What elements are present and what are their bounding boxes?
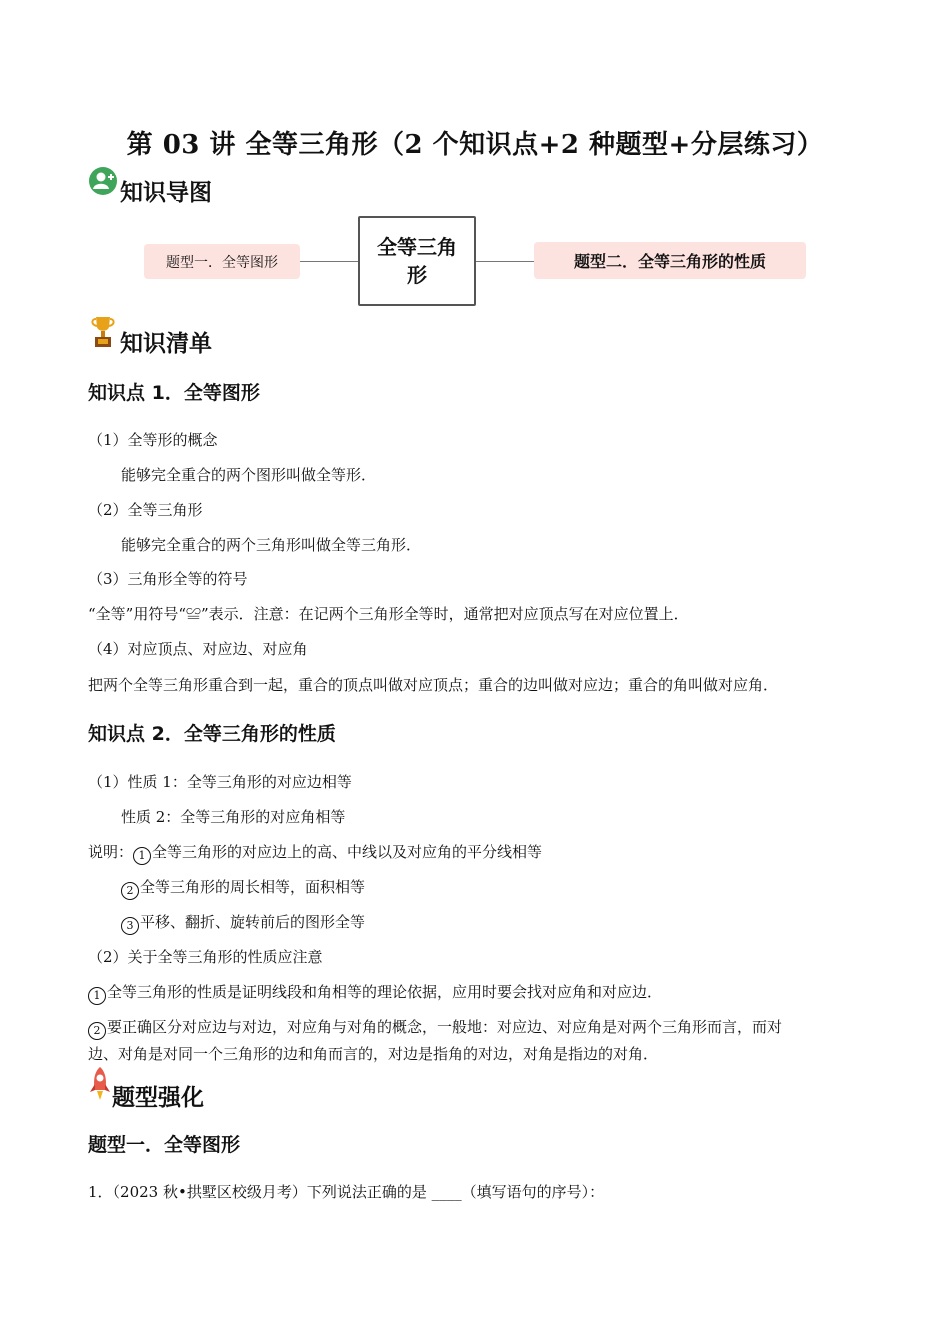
mindmap-connector-right	[476, 261, 534, 262]
kp1-line-4: 能够完全重合的两个三角形叫做全等三角形．	[121, 536, 422, 554]
kp2-line-1: （1）性质 1：全等三角形的对应边相等	[88, 773, 352, 791]
circle-number-1: 1	[133, 847, 151, 865]
mindmap-connector-left	[300, 261, 358, 262]
section-heading-practice: 题型强化	[112, 1085, 204, 1111]
circle-number-1b: 1	[88, 987, 106, 1005]
question-1-number: 1．	[88, 1183, 113, 1201]
kp1-line-2: 能够完全重合的两个图形叫做全等形．	[121, 466, 377, 484]
kp2-note-1: 全等三角形的对应边上的高、中线以及对应角的平分线相等	[152, 843, 543, 861]
mindmap-center-node	[358, 216, 476, 306]
section-heading-mindmap: 知识导图	[120, 180, 212, 206]
question-1	[88, 1182, 604, 1202]
rocket-icon	[88, 1066, 112, 1106]
kp2-line-9: 边、对角是对同一个三角形的边和角而言的，对边是指角的对边，对角是指边的对角．	[88, 1045, 659, 1063]
kp2-note-prefix: 说明：	[88, 843, 134, 861]
mindmap	[140, 214, 810, 310]
circle-number-2b: 2	[88, 1022, 106, 1040]
kp2-attention-2a: 要正确区分对应边与对边，对应角与对角的概念，一般地：对应边、对应角是对两个三角形而言，而对	[107, 1018, 783, 1036]
circle-number-2: 2	[121, 882, 139, 900]
kp2-line-6: （2）关于全等三角形的性质应注意	[88, 948, 323, 966]
mindmap-center-label: 全等三角形	[377, 235, 457, 287]
mindmap-section-icon	[88, 166, 118, 200]
kp1-heading: 知识点 1．全等图形	[88, 382, 260, 404]
kp2-line-7	[88, 982, 662, 1005]
kp1-line-8: 把两个全等三角形重合到一起，重合的顶点叫做对应顶点；重合的边叫做对应边；重合的角叫做对应角．	[88, 676, 779, 694]
kp1-line-1: （1）全等形的概念	[88, 431, 218, 449]
kp1-line-3: （2）全等三角形	[88, 501, 203, 519]
kp1-line-5: （3）三角形全等的符号	[88, 570, 248, 588]
kp2-attention-1: 全等三角形的性质是证明线段和角相等的理论依据，应用时要会找对应角和对应边．	[107, 983, 663, 1001]
type1-heading: 题型一．全等图形	[88, 1134, 241, 1156]
page-title: 第 03 讲 全等三角形（2 个知识点+2 种题型+分层练习）	[126, 130, 824, 160]
question-1-text: （2023 秋•拱墅区校级月考）下列说法正确的是 ____（填写语句的序号）：	[112, 1183, 605, 1201]
trophy-icon	[90, 315, 116, 353]
mindmap-node-left-label: 题型一．全等图形	[166, 254, 278, 271]
kp1-line-7: （4）对应顶点、对应边、对应角	[88, 640, 308, 658]
circle-number-3: 3	[121, 917, 139, 935]
mindmap-node-left	[144, 244, 300, 279]
kp2-line-8	[88, 1017, 782, 1040]
kp2-note-3: 平移、翻折、旋转前后的图形全等	[140, 913, 366, 931]
kp2-line-5	[121, 912, 365, 935]
section-heading-knowledge: 知识清单	[120, 331, 212, 357]
kp2-line-3	[88, 842, 542, 865]
mindmap-node-right-label: 题型二．全等三角形的性质	[573, 252, 766, 271]
kp2-line-2: 性质 2：全等三角形的对应角相等	[121, 808, 346, 826]
kp1-line-6: “全等”用符号“≌”表示．注意：在记两个三角形全等时，通常把对应顶点写在对应位置上．	[88, 605, 689, 623]
mindmap-node-right	[534, 242, 806, 279]
kp2-line-4	[121, 877, 365, 900]
kp2-heading: 知识点 2．全等三角形的性质	[88, 723, 336, 745]
kp2-note-2: 全等三角形的周长相等，面积相等	[140, 878, 366, 896]
